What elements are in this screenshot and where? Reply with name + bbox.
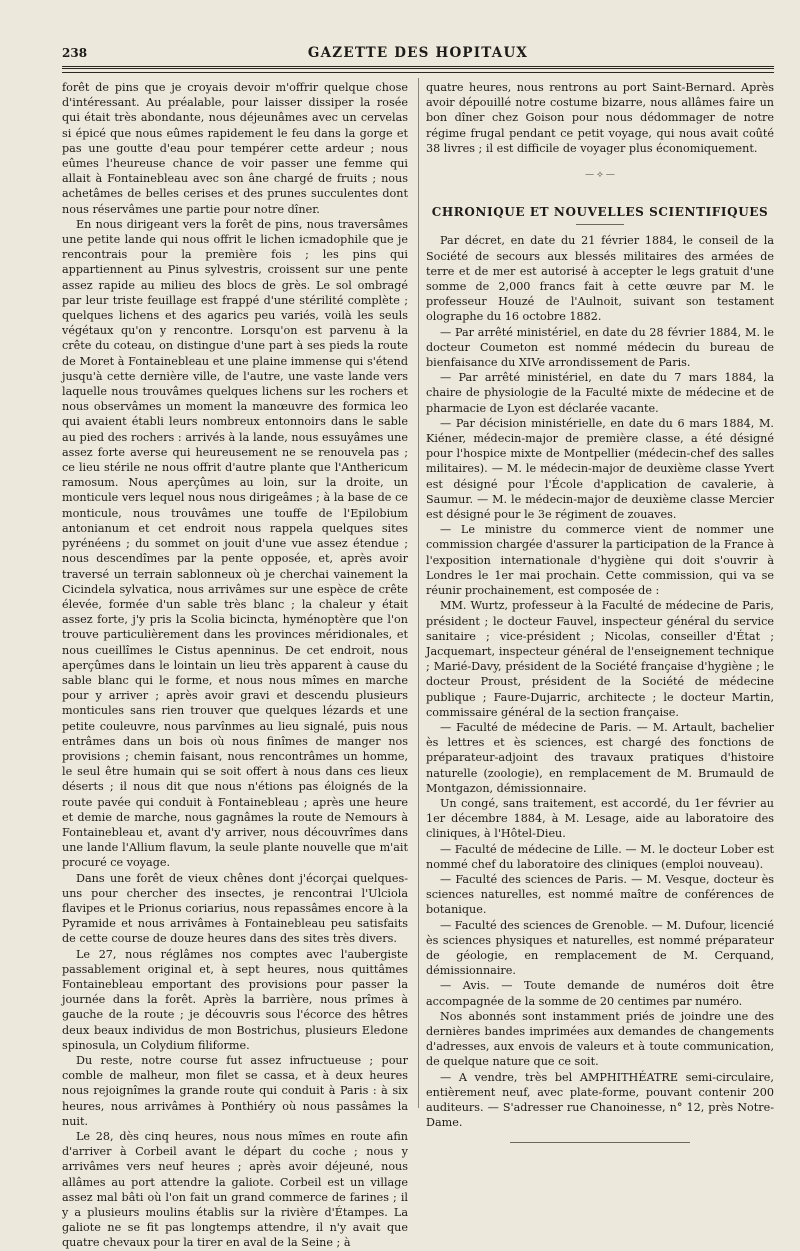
paragraph: MM. Wurtz, professeur à la Faculté de médecine de Paris, président ; le docteur Fauvel, inspecteur général du service sanitaire ; vice-président ; Nicolas, conseiller d'État ; Jacquemart, inspecteur général de l'enseignement technique ; Marié-Davy, président de la Société française d'hygiène ; le docteur Proust, président de la Société de médecine publique ; Faure-Dujarric, architecte ; le docteur Martin, commissaire général de la section française. [426, 599, 774, 719]
paragraph: Dans une forêt de vieux chênes dont j'écorçai quelques-uns pour chercher des insectes, je rencontrai l'Ulciola flavipes et le Prionus coriarius, nous repassâmes encore à la Pyramide et nous arrivâmes à Fontainebleau peu satisfaits de cette course de douze heures dans des sites très divers. [62, 871, 408, 946]
paragraph: En nous dirigeant vers la forêt de pins, nous traversâmes une petite lande qui nous offrit le lichen icmadophile que je rencontrais pour la première fois ; les pins qui appartiennent au Pinus sylvestris, croissent sur une pente assez rapide au milieu des blocs de grès. Le sol ombragé par leur triste feuillage est frappé d'une stérilité complète ; quelques lichens et des agarics peu variés, voilà les seuls végétaux qu'on y rencontre. Lorsqu'on est parvenu à la crête du coteau, on distingue d'une part à ses pieds la route de Moret à Fontainebleau et une plaine immense qui s'étend jusqu'à cette dernière ville, de l'autre, une vaste lande vers laquelle nous trouvâmes quelques lichens sur les rochers et nous observâmes un moment la manœuvre des formica leo qui avaient établi leurs nombreux entonnoirs dans le sable au pied des rochers : arrivés à la lande, nous essuyâmes une assez forte averse qui heureusement ne se renouvela pas ; ce lieu stérile ne nous offrit d'autre plante que l'Anthericum ramosum. Nous aperçûmes au loin, sur la droite, un monticule vers lequel nous nous dirigeâmes ; à la base de ce monticule, nous trouvâmes une touffe de l'Epilobium antonianum et cet endroit nous rappela quelques sites pyrénéens ; du sommet on jouit d'une vue assez étendue ; nous descendîmes par la pente opposée, et, après avoir traversé un terrain sablonneux où je cherchai vainement la Cicindela sylvatica, nous arrivâmes sur une espèce de crête élevée, formée d'un sable très blanc ; la chaleur y était assez forte, j'y pris la Scolia bicincta, hyménoptère que l'on trouve particulièrement dans les provinces méridionales, et nous cueillîmes le Cistus apenninus. De cet endroit, nous aperçûmes dans le lointain un lieu très apparent à cause du sable blanc qui le forme, et nous nous mîmes en marche pour y arriver ; après avoir gravi et descendu plusieurs monticules sans rien trouver que quelques lézards et une petite couleuvre, nous parvînmes au lieu signalé, puis nous entrâmes dans un bois où nous finîmes de manger nos provisions ; chemin faisant, nous rencontrâmes un homme, le seul être humain qui se soit offert à nous dans ces lieux déserts ; il nous dit que nous n'étions pas éloignés de la route pavée qui conduit à Fontainebleau ; après une heure et demie de marche, nous gagnâmes la route de Nemours à Fontainebleau et, avant d'y arriver, nous découvrîmes dans une lande l'Allium flavum, la seule plante nouvelle que m'ait procuré ce voyage. [62, 217, 408, 870]
paragraph: — A vendre, très bel AMPHITHÉATRE semi-circulaire, entièrement neuf, avec plate-forme, pouvant contenir 200 auditeurs. — S'adresser rue Chanoinesse, n° 12, près Notre-Dame. [426, 1070, 774, 1130]
paragraph: Du reste, notre course fut assez infructueuse ; pour comble de malheur, mon filet se cassa, et à deux heures nous rejoignîmes la grande route qui conduit à Paris : à six heures, nous arrivâmes à Ponthiéry où nous passâmes la nuit. [62, 1054, 408, 1128]
paragraph: Le 28, dès cinq heures, nous nous mîmes en route afin d'arriver à Corbeil avant le départ du coche ; nous y arrivâmes vers neuf heures ; après avoir déjeuné, nous allâmes au port attendre la galiote. Corbeil est un village assez mal bâti où l'on fait un grand commerce de farines ; il y a plusieurs moulins établis sur la rivière d'Étampes. La galiote ne se fit pas longtemps attendre, il n'y avait que quatre chevaux pour la tirer en aval de la Seine ; à [62, 1130, 408, 1250]
paragraph: Nos abonnés sont instamment priés de joindre une des dernières bandes imprimées aux demandes de changements d'adresses, aux envois de valeurs et à toute communication, de quelque nature que ce soit. [426, 1009, 774, 1069]
paragraph: Le 27, nous réglâmes nos comptes avec l'aubergiste passablement original et, à sept heures, nous quittâmes Fontainebleau emportant des provisions pour passer la journée dans la forêt. Après la barrière, nous prîmes à gauche de la route ; je découvris sous l'écorce des hêtres deux beaux individus de mon Bostrichus, plusieurs Eledone spinosula, un Colydium filiforme. [62, 947, 408, 1052]
paragraph: quatre heures, nous rentrons au port Saint-Bernard. Après avoir dépouillé notre costume bizarre, nous allâmes faire un bon dîner chez Goison pour nous dédommager de notre régime frugal pendant ce petit voyage, qui nous avait coûté 38 livres ; il est difficile de voyager plus économiquement. [426, 81, 774, 155]
page-number: 238 [62, 46, 88, 60]
paragraph: — Faculté des sciences de Grenoble. — M. Dufour, licencié ès sciences physiques et naturelles, est nommé préparateur de géologie, en remplacement de M. Cerquand, démissionnaire. [426, 918, 774, 978]
paragraph: — Par décision ministérielle, en date du 6 mars 1884, M. Kiéner, médecin-major de première classe, a été désigné pour l'hospice mixte de Montpellier (médecin-chef des salles militaires). — M. le médecin-major de deuxième classe Yvert est désigné pour l'École d'application de cavalerie, à Saumur. — M. le médecin-major de deuxième classe Mercier est désigné pour le 3e régiment de zouaves. [426, 416, 774, 522]
ornament-divider: — ⟡ — [585, 170, 615, 181]
paragraph: forêt de pins que je croyais devoir m'offrir quelque chose d'intéressant. Au préalable, pour laisser dissiper la rosée qui était très abondante, nous déjeunâmes avec un cervelas si épicé que nous eûmes rapidement le feu dans la gorge et pas une goutte d'eau pour tempérer cette ardeur ; nous eûmes l'heureuse chance de voir passer une femme qui allait à Fontainebleau avec son âne chargé de fruits ; nous achetâmes de belles cerises et des prunes succulentes dont nous réservâmes une partie pour notre dîner. [62, 81, 408, 216]
paragraph: Par décret, en date du 21 février 1884, le conseil de la Société de secours aux blessés militaires des armées de terre et de mer est autorisé à accepter le legs gratuit d'une somme de 2,000 francs fait à cette œuvre par M. le professeur Houzé de l'Aulnoit, suivant son testament olographe du 16 octobre 1882. [426, 234, 774, 324]
section-title: CHRONIQUE ET NOUVELLES SCIENTIFIQUES [431, 205, 769, 220]
paragraph: — Avis. — Toute demande de numéros doit être accompagnée de la somme de 20 centimes par numéro. [426, 979, 774, 1008]
paragraph: — Faculté des sciences de Paris. — M. Vesque, docteur ès sciences naturelles, est nommé maître de conférences de botanique. [426, 872, 774, 917]
paragraph: Un congé, sans traitement, est accordé, du 1er février au 1er décembre 1884, à M. Lesage, aide au laboratoire des cliniques, à l'Hôtel-Dieu. [426, 796, 774, 841]
paragraph: — Par arrêté ministériel, en date du 7 mars 1884, la chaire de physiologie de la Faculté mixte de médecine et de pharmacie de Lyon est déclarée vacante. [426, 371, 774, 415]
paragraph: — Par arrêté ministériel, en date du 28 février 1884, M. le docteur Coumeton est nommé médecin du bureau de bienfaisance du XIVe arrondissement de Paris. [426, 325, 774, 370]
header-double-rule [62, 66, 774, 71]
left-column [62, 80, 408, 1251]
journal-title: GAZETTE DES HOPITAUX [307, 45, 529, 61]
paragraph: — Faculté de médecine de Paris. — M. Artault, bachelier ès lettres et ès sciences, est chargé des fonctions de préparateur-adjoint des travaux pratiques d'histoire naturelle (zoologie), en remplacement de M. Brumauld de Montgazon, démissionnaire. [426, 720, 774, 795]
end-rule [510, 1142, 690, 1143]
paragraph: — Faculté de médecine de Lille. — M. le docteur Lober est nommé chef du laboratoire des cliniques (emploi nouveau). [426, 842, 774, 871]
header-rule [62, 72, 774, 73]
column-divider [418, 78, 419, 1108]
paragraph: — Le ministre du commerce vient de nommer une commission chargée d'assurer la participation de la France à l'exposition internationale d'hygiène qui doit s'ouvrir à Londres le 1er mai prochain. Cette commission, qui va se réunir prochainement, est composée de : [426, 523, 774, 598]
page-header [62, 44, 774, 64]
right-column [426, 80, 774, 1143]
